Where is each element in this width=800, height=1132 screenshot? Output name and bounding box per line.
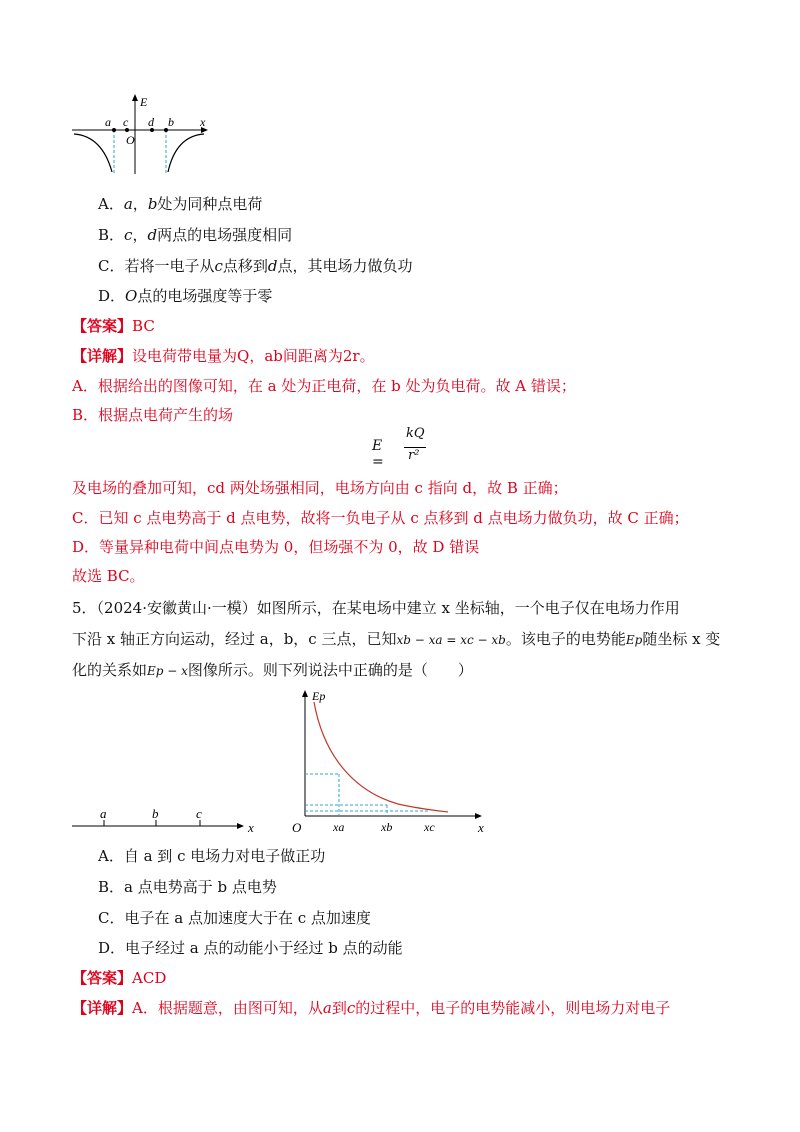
q4-conclusion: 故选 BC。 xyxy=(72,567,145,585)
label-d: d xyxy=(148,115,154,129)
potential-energy-graph xyxy=(290,688,490,848)
option-label: B． xyxy=(98,226,125,244)
ep-curve xyxy=(314,702,448,812)
label-b: b xyxy=(152,806,159,821)
stem-ep-x: Ep − x xyxy=(147,664,188,678)
label-O: O xyxy=(292,820,302,835)
label-xb: xb xyxy=(381,820,393,834)
q5-stem-line1: 5．（2024·安徽黄山·一模）如图所示，在某电场中建立 x 坐标轴，一个电子仅在电场力作用 xyxy=(72,599,680,617)
option-label: C． xyxy=(98,257,125,275)
q5-stem-line3 xyxy=(72,660,473,681)
option-text: 点，其电场力做负功 xyxy=(277,257,413,275)
option-text: 两点的电场强度相同 xyxy=(157,226,293,244)
q4-detail-a: A．根据给出的图像可知，在 a 处为正电荷，在 b 处为负电荷。故 A 错误； xyxy=(72,377,576,395)
q4-detail-c: C．已知 c 点电势高于 d 点电势，故将一负电子从 c 点移到 d 点电场力做负功，故 C 正确； xyxy=(72,509,689,527)
q5-option-c: C．电子在 a 点加速度大于在 c 点加速度 xyxy=(98,909,371,927)
y-axis-arrow xyxy=(302,690,308,697)
stem-equation: xb − xa = xc − xb xyxy=(396,633,506,647)
answer-value: ACD xyxy=(132,969,167,987)
formula-lhs: E = xyxy=(372,438,384,470)
label-xc: xc xyxy=(424,820,435,834)
label-x: x xyxy=(248,820,254,835)
stem-text: 下沿 x 轴正方向运动，经过 a，b，c 三点，已知 xyxy=(72,630,397,648)
label-x: x xyxy=(478,820,484,835)
q4-option-b xyxy=(98,225,292,245)
label-a: a xyxy=(105,115,111,129)
stem-text: 。该电子的电势能 xyxy=(505,630,626,648)
q4-answer xyxy=(72,316,155,336)
sep: ， xyxy=(132,195,148,213)
answer-tag: 【答案】 xyxy=(72,317,133,335)
label-E: E xyxy=(140,95,148,109)
right-curve xyxy=(168,134,204,172)
q5-option-b: B．a 点电势高于 b 点电势 xyxy=(98,878,277,896)
q4-option-c xyxy=(98,256,413,276)
q5-detail xyxy=(72,998,670,1018)
detail-text: 到 xyxy=(331,999,347,1017)
label-a: a xyxy=(100,806,107,821)
label-x: x xyxy=(200,115,206,129)
detail-tag: 【详解】 xyxy=(72,347,133,365)
x-axis-arrow xyxy=(475,813,482,819)
detail-tag: 【详解】 xyxy=(72,999,133,1017)
sep: ， xyxy=(132,226,148,244)
left-curve xyxy=(74,134,112,172)
var-d: d xyxy=(147,226,158,244)
electric-field-graph xyxy=(72,94,212,174)
label-c: c xyxy=(123,115,129,129)
detail-text: A．根据题意，由图可知，从 xyxy=(132,999,323,1017)
q4-detail-b: B．根据点电荷产生的场 xyxy=(72,406,234,424)
label-ep: Ep xyxy=(312,689,326,703)
stem-ep: Ep xyxy=(625,633,643,647)
q4-option-a xyxy=(98,194,262,214)
formula-denominator: r² xyxy=(408,448,420,463)
formula-numerator: kQ xyxy=(406,426,425,441)
axis-arrow xyxy=(237,823,244,829)
coordinate-axis-figure xyxy=(72,806,262,836)
detail-text: 设电荷带电量为Q，ab间距离为2r。 xyxy=(132,347,375,365)
var-d: d xyxy=(267,257,278,275)
option-label: D． xyxy=(98,287,126,305)
stem-text: 随坐标 x 变 xyxy=(642,630,721,648)
option-text: 点的电场强度等于零 xyxy=(137,287,273,305)
q4-option-d xyxy=(98,286,272,306)
option-label: A． xyxy=(98,195,124,213)
var-a: a xyxy=(123,195,133,213)
answer-value: BC xyxy=(132,317,155,335)
y-axis-arrow xyxy=(132,94,138,101)
var-O: O xyxy=(125,287,138,305)
answer-tag: 【答案】 xyxy=(72,969,133,987)
q5-option-a: A．自 a 到 c 电场力对电子做正功 xyxy=(98,847,326,865)
stem-text: 图像所示。则下列说法中正确的是（ ） xyxy=(187,661,473,679)
q4-detail-intro xyxy=(72,346,375,366)
q4-detail-d: D．等量异种电荷中间点电势为 0，但场强不为 0，故 D 错误 xyxy=(72,538,480,556)
label-b: b xyxy=(168,115,174,129)
option-text: 处为同种点电荷 xyxy=(157,195,263,213)
option-text: 若将一电子从 xyxy=(124,257,215,275)
option-text: 点移到 xyxy=(222,257,268,275)
label-xa: xa xyxy=(333,820,345,834)
var-b: b xyxy=(147,195,158,213)
var-c: c xyxy=(214,257,223,275)
stem-text: 化的关系如 xyxy=(72,661,148,679)
detail-text: 的过程中，电子的电势能减小，则电场力对电子 xyxy=(355,999,671,1017)
var-c: c xyxy=(346,999,356,1017)
var-c: c xyxy=(124,226,133,244)
label-O: O xyxy=(126,133,135,147)
point-a-dot xyxy=(112,128,116,132)
q4-detail-superpose: 及电场的叠加可知，cd 两处场强相同，电场方向由 c 指向 d，故 B 正确； xyxy=(72,479,568,497)
q5-answer xyxy=(72,968,166,988)
q5-option-d: D．电子经过 a 点的动能小于经过 b 点的动能 xyxy=(98,939,403,957)
var-a: a xyxy=(322,999,332,1017)
label-c: c xyxy=(196,806,202,821)
q5-stem-line2 xyxy=(72,629,720,650)
